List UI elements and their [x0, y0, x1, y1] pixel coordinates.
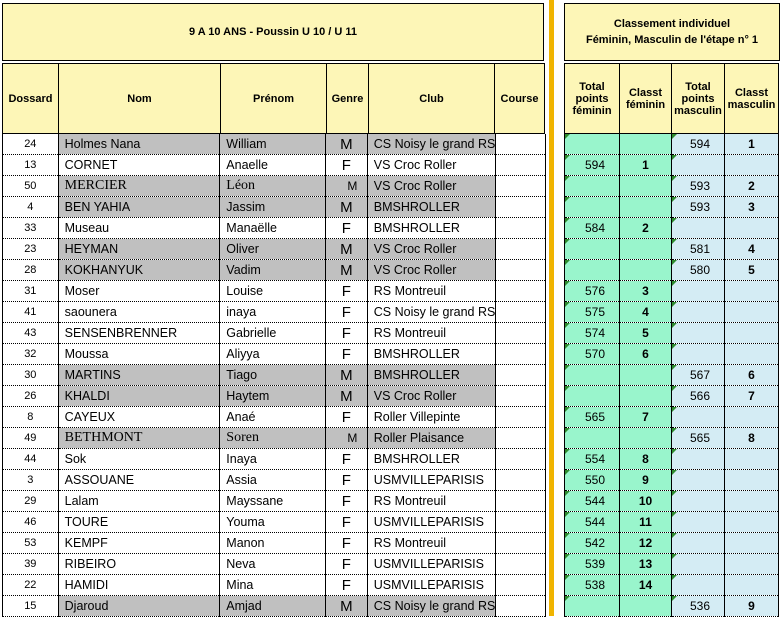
- cell-prenom[interactable]: Aliyya: [220, 344, 326, 365]
- header-total-fem[interactable]: Total points féminin: [565, 64, 620, 134]
- cell-classt-masc[interactable]: [725, 470, 779, 491]
- cell-genre[interactable]: F: [325, 491, 367, 512]
- cell-total-fem[interactable]: [565, 596, 620, 617]
- cell-club[interactable]: BMSHROLLER: [367, 449, 496, 470]
- cell-genre[interactable]: M: [325, 260, 367, 281]
- ranking-row[interactable]: [565, 470, 779, 491]
- cell-total-fem[interactable]: [565, 260, 620, 281]
- cell-total-fem[interactable]: 550: [565, 470, 620, 491]
- table-row[interactable]: [3, 386, 546, 407]
- cell-total-fem[interactable]: [565, 386, 620, 407]
- cell-classt-fem[interactable]: 7: [620, 407, 672, 428]
- cell-prenom[interactable]: William: [220, 134, 326, 155]
- cell-course[interactable]: [496, 470, 546, 491]
- header-prenom[interactable]: Prénom: [221, 64, 327, 134]
- ranking-row[interactable]: [565, 533, 779, 554]
- cell-dossard[interactable]: 24: [3, 134, 59, 155]
- cell-total-masc[interactable]: 565: [672, 428, 725, 449]
- cell-prenom[interactable]: Anaé: [220, 407, 326, 428]
- table-row[interactable]: [3, 260, 546, 281]
- cell-nom[interactable]: Moser: [58, 281, 220, 302]
- cell-total-fem[interactable]: 542: [565, 533, 620, 554]
- cell-classt-masc[interactable]: [725, 407, 779, 428]
- cell-nom[interactable]: SENSENBRENNER: [58, 323, 220, 344]
- cell-dossard[interactable]: 39: [3, 554, 59, 575]
- cell-genre[interactable]: F: [325, 407, 367, 428]
- cell-club[interactable]: Roller Villepinte: [367, 407, 496, 428]
- cell-classt-masc[interactable]: 9: [725, 596, 779, 617]
- header-classt-masc[interactable]: Classt masculin: [725, 64, 779, 134]
- cell-classt-masc[interactable]: 6: [725, 365, 779, 386]
- ranking-row[interactable]: [565, 302, 779, 323]
- cell-total-fem[interactable]: 574: [565, 323, 620, 344]
- cell-nom[interactable]: HEYMAN: [58, 239, 220, 260]
- ranking-row[interactable]: [565, 281, 779, 302]
- cell-nom[interactable]: HAMIDI: [58, 575, 220, 596]
- cell-total-masc[interactable]: 536: [672, 596, 725, 617]
- cell-total-masc[interactable]: [672, 575, 725, 596]
- cell-genre[interactable]: M: [325, 365, 367, 386]
- cell-course[interactable]: [496, 533, 546, 554]
- header-genre[interactable]: Genre: [327, 64, 369, 134]
- cell-total-fem[interactable]: [565, 197, 620, 218]
- table-row[interactable]: [3, 218, 546, 239]
- cell-classt-fem[interactable]: 4: [620, 302, 672, 323]
- cell-dossard[interactable]: 49: [3, 428, 59, 449]
- cell-genre[interactable]: F: [325, 554, 367, 575]
- cell-genre[interactable]: F: [325, 302, 367, 323]
- table-row[interactable]: [3, 407, 546, 428]
- cell-classt-masc[interactable]: [725, 281, 779, 302]
- cell-prenom[interactable]: Inaya: [220, 449, 326, 470]
- table-row[interactable]: [3, 155, 546, 176]
- cell-classt-masc[interactable]: [725, 155, 779, 176]
- table-row[interactable]: [3, 554, 546, 575]
- cell-course[interactable]: [496, 491, 546, 512]
- cell-course[interactable]: [496, 239, 546, 260]
- cell-genre[interactable]: F: [325, 512, 367, 533]
- cell-total-fem[interactable]: 539: [565, 554, 620, 575]
- cell-genre[interactable]: F: [325, 344, 367, 365]
- cell-total-masc[interactable]: [672, 344, 725, 365]
- cell-club[interactable]: VS Croc Roller: [367, 176, 496, 197]
- cell-nom[interactable]: MARTINS: [58, 365, 220, 386]
- registration-table: [2, 134, 546, 617]
- cell-dossard[interactable]: 31: [3, 281, 59, 302]
- table-row[interactable]: [3, 491, 546, 512]
- ranking-title-line2: Féminin, Masculin de l'étape n° 1: [585, 34, 759, 46]
- table-row[interactable]: [3, 281, 546, 302]
- cell-dossard[interactable]: 22: [3, 575, 59, 596]
- cell-total-masc[interactable]: [672, 281, 725, 302]
- cell-course[interactable]: [496, 218, 546, 239]
- cell-prenom[interactable]: Gabrielle: [220, 323, 326, 344]
- ranking-table: [564, 134, 779, 617]
- cell-club[interactable]: CS Noisy le grand RS: [367, 134, 496, 155]
- header-nom[interactable]: Nom: [59, 64, 221, 134]
- cell-classt-masc[interactable]: [725, 512, 779, 533]
- cell-course[interactable]: [496, 428, 546, 449]
- cell-prenom[interactable]: Oliver: [220, 239, 326, 260]
- header-dossard[interactable]: Dossard: [3, 64, 59, 134]
- cell-prenom[interactable]: Youma: [220, 512, 326, 533]
- cell-total-fem[interactable]: [565, 365, 620, 386]
- category-title: 9 A 10 ANS - Poussin U 10 / U 11: [2, 3, 544, 61]
- cell-total-masc[interactable]: 567: [672, 365, 725, 386]
- cell-nom[interactable]: Museau: [58, 218, 220, 239]
- ranking-row[interactable]: [565, 596, 779, 617]
- cell-classt-masc[interactable]: [725, 533, 779, 554]
- cell-dossard[interactable]: 8: [3, 407, 59, 428]
- header-club[interactable]: Club: [369, 64, 495, 134]
- ranking-title-line1: Classement individuel: [613, 18, 731, 30]
- cell-classt-fem[interactable]: [620, 386, 672, 407]
- cell-total-fem[interactable]: 575: [565, 302, 620, 323]
- cell-classt-fem[interactable]: 9: [620, 470, 672, 491]
- cell-total-masc[interactable]: [672, 323, 725, 344]
- cell-course[interactable]: [496, 449, 546, 470]
- cell-club[interactable]: BMSHROLLER: [367, 197, 496, 218]
- cell-classt-masc[interactable]: [725, 323, 779, 344]
- cell-club[interactable]: CS Noisy le grand RS: [367, 302, 496, 323]
- cell-club[interactable]: VS Croc Roller: [367, 386, 496, 407]
- cell-course[interactable]: [496, 197, 546, 218]
- ranking-row[interactable]: [565, 554, 779, 575]
- cell-classt-masc[interactable]: 4: [725, 239, 779, 260]
- cell-classt-fem[interactable]: 3: [620, 281, 672, 302]
- cell-classt-masc[interactable]: 3: [725, 197, 779, 218]
- cell-classt-masc[interactable]: 7: [725, 386, 779, 407]
- cell-dossard[interactable]: 46: [3, 512, 59, 533]
- cell-prenom[interactable]: Manaëlle: [220, 218, 326, 239]
- ranking-row[interactable]: [565, 323, 779, 344]
- cell-classt-fem[interactable]: [620, 596, 672, 617]
- cell-course[interactable]: [496, 365, 546, 386]
- cell-club[interactable]: RS Montreuil: [367, 533, 496, 554]
- cell-nom[interactable]: TOURE: [58, 512, 220, 533]
- cell-genre[interactable]: F: [325, 449, 367, 470]
- cell-dossard[interactable]: 30: [3, 365, 59, 386]
- ranking-row[interactable]: [565, 386, 779, 407]
- table-row[interactable]: [3, 575, 546, 596]
- cell-club[interactable]: RS Montreuil: [367, 491, 496, 512]
- cell-prenom[interactable]: Vadim: [220, 260, 326, 281]
- cell-total-fem[interactable]: [565, 134, 620, 155]
- cell-nom[interactable]: Holmes Nana: [58, 134, 220, 155]
- ranking-row[interactable]: [565, 134, 779, 155]
- cell-total-fem[interactable]: 538: [565, 575, 620, 596]
- cell-dossard[interactable]: 43: [3, 323, 59, 344]
- cell-prenom[interactable]: Jassim: [220, 197, 326, 218]
- cell-course[interactable]: [496, 260, 546, 281]
- cell-nom[interactable]: KOKHANYUK: [58, 260, 220, 281]
- table-row[interactable]: [3, 512, 546, 533]
- cell-total-masc[interactable]: 594: [672, 134, 725, 155]
- cell-nom[interactable]: Sok: [58, 449, 220, 470]
- cell-genre[interactable]: M: [325, 239, 367, 260]
- table-row[interactable]: [3, 428, 546, 449]
- table-row[interactable]: [3, 449, 546, 470]
- cell-classt-fem[interactable]: [620, 176, 672, 197]
- cell-total-fem[interactable]: 584: [565, 218, 620, 239]
- cell-total-masc[interactable]: [672, 533, 725, 554]
- ranking-row[interactable]: [565, 365, 779, 386]
- cell-club[interactable]: VS Croc Roller: [367, 239, 496, 260]
- header-total-masc[interactable]: Total points masculin: [672, 64, 725, 134]
- header-course[interactable]: Course: [495, 64, 545, 134]
- table-row[interactable]: [3, 134, 546, 155]
- cell-classt-masc[interactable]: [725, 491, 779, 512]
- cell-genre[interactable]: M: [325, 386, 367, 407]
- cell-genre[interactable]: M: [325, 134, 367, 155]
- cell-nom[interactable]: CAYEUX: [58, 407, 220, 428]
- cell-classt-fem[interactable]: 11: [620, 512, 672, 533]
- cell-dossard[interactable]: 50: [3, 176, 59, 197]
- cell-genre[interactable]: M: [325, 176, 367, 197]
- cell-genre[interactable]: F: [325, 218, 367, 239]
- cell-total-fem[interactable]: 544: [565, 491, 620, 512]
- cell-classt-masc[interactable]: 1: [725, 134, 779, 155]
- cell-classt-masc[interactable]: [725, 344, 779, 365]
- table-row[interactable]: [3, 302, 546, 323]
- cell-classt-masc[interactable]: [725, 449, 779, 470]
- cell-nom[interactable]: MERCIER: [58, 176, 220, 197]
- cell-dossard[interactable]: 44: [3, 449, 59, 470]
- cell-prenom[interactable]: Haytem: [220, 386, 326, 407]
- cell-club[interactable]: RS Montreuil: [367, 323, 496, 344]
- cell-course[interactable]: [496, 323, 546, 344]
- cell-classt-masc[interactable]: [725, 218, 779, 239]
- cell-dossard[interactable]: 26: [3, 386, 59, 407]
- cell-course[interactable]: [496, 386, 546, 407]
- cell-classt-masc[interactable]: 5: [725, 260, 779, 281]
- cell-dossard[interactable]: 53: [3, 533, 59, 554]
- cell-dossard[interactable]: 23: [3, 239, 59, 260]
- cell-genre[interactable]: F: [325, 323, 367, 344]
- cell-total-masc[interactable]: [672, 218, 725, 239]
- ranking-row[interactable]: [565, 197, 779, 218]
- cell-course[interactable]: [496, 575, 546, 596]
- ranking-row[interactable]: [565, 239, 779, 260]
- cell-classt-fem[interactable]: 6: [620, 344, 672, 365]
- cell-nom[interactable]: Moussa: [58, 344, 220, 365]
- cell-nom[interactable]: saounera: [58, 302, 220, 323]
- cell-course[interactable]: [496, 134, 546, 155]
- cell-club[interactable]: CS Noisy le grand RS: [367, 596, 496, 617]
- table-row[interactable]: [3, 533, 546, 554]
- ranking-sheet: [564, 0, 780, 616]
- cell-club[interactable]: Roller Plaisance: [367, 428, 496, 449]
- cell-dossard[interactable]: 3: [3, 470, 59, 491]
- table-row[interactable]: [3, 239, 546, 260]
- cell-classt-masc[interactable]: [725, 554, 779, 575]
- cell-prenom[interactable]: inaya: [220, 302, 326, 323]
- cell-prenom[interactable]: Neva: [220, 554, 326, 575]
- cell-club[interactable]: VS Croc Roller: [367, 155, 496, 176]
- cell-club[interactable]: USMVILLEPARISIS: [367, 512, 496, 533]
- cell-prenom[interactable]: Soren: [220, 428, 326, 449]
- table-row[interactable]: [3, 365, 546, 386]
- ranking-row[interactable]: [565, 491, 779, 512]
- cell-course[interactable]: [496, 176, 546, 197]
- cell-genre[interactable]: F: [325, 575, 367, 596]
- cell-genre[interactable]: F: [325, 470, 367, 491]
- cell-course[interactable]: [496, 554, 546, 575]
- cell-club[interactable]: BMSHROLLER: [367, 365, 496, 386]
- cell-classt-masc[interactable]: [725, 575, 779, 596]
- cell-total-masc[interactable]: [672, 449, 725, 470]
- cell-prenom[interactable]: Mayssane: [220, 491, 326, 512]
- cell-total-fem[interactable]: 594: [565, 155, 620, 176]
- cell-club[interactable]: BMSHROLLER: [367, 344, 496, 365]
- ranking-row[interactable]: [565, 407, 779, 428]
- ranking-title: [564, 3, 780, 61]
- cell-nom[interactable]: CORNET: [58, 155, 220, 176]
- registration-header-row: [2, 63, 545, 134]
- cell-classt-fem[interactable]: [620, 260, 672, 281]
- table-row[interactable]: [3, 323, 546, 344]
- cell-classt-fem[interactable]: 8: [620, 449, 672, 470]
- cell-dossard[interactable]: 4: [3, 197, 59, 218]
- cell-course[interactable]: [496, 281, 546, 302]
- cell-total-fem[interactable]: 570: [565, 344, 620, 365]
- cell-course[interactable]: [496, 512, 546, 533]
- cell-classt-fem[interactable]: [620, 197, 672, 218]
- cell-total-fem[interactable]: [565, 239, 620, 260]
- cell-prenom[interactable]: Louise: [220, 281, 326, 302]
- cell-dossard[interactable]: 13: [3, 155, 59, 176]
- cell-total-masc[interactable]: [672, 470, 725, 491]
- cell-classt-fem[interactable]: 12: [620, 533, 672, 554]
- cell-classt-fem[interactable]: 10: [620, 491, 672, 512]
- table-row[interactable]: [3, 470, 546, 491]
- cell-dossard[interactable]: 41: [3, 302, 59, 323]
- cell-prenom[interactable]: Léon: [220, 176, 326, 197]
- cell-prenom[interactable]: Assia: [220, 470, 326, 491]
- cell-classt-fem[interactable]: [620, 134, 672, 155]
- cell-classt-fem[interactable]: 14: [620, 575, 672, 596]
- cell-genre[interactable]: M: [325, 197, 367, 218]
- cell-total-fem[interactable]: 576: [565, 281, 620, 302]
- cell-nom[interactable]: Djaroud: [58, 596, 220, 617]
- cell-classt-masc[interactable]: 8: [725, 428, 779, 449]
- ranking-row[interactable]: [565, 218, 779, 239]
- cell-classt-fem[interactable]: 1: [620, 155, 672, 176]
- cell-prenom[interactable]: Amjad: [220, 596, 326, 617]
- cell-club[interactable]: USMVILLEPARISIS: [367, 554, 496, 575]
- cell-dossard[interactable]: 33: [3, 218, 59, 239]
- cell-course[interactable]: [496, 596, 546, 617]
- cell-classt-masc[interactable]: [725, 302, 779, 323]
- cell-course[interactable]: [496, 302, 546, 323]
- cell-dossard[interactable]: 32: [3, 344, 59, 365]
- cell-club[interactable]: RS Montreuil: [367, 281, 496, 302]
- cell-total-masc[interactable]: 580: [672, 260, 725, 281]
- cell-classt-fem[interactable]: [620, 239, 672, 260]
- cell-genre[interactable]: M: [325, 596, 367, 617]
- cell-total-masc[interactable]: 593: [672, 176, 725, 197]
- cell-total-masc[interactable]: 581: [672, 239, 725, 260]
- cell-genre[interactable]: F: [325, 533, 367, 554]
- cell-nom[interactable]: BETHMONT: [58, 428, 220, 449]
- ranking-header-row: [564, 63, 779, 134]
- cell-genre[interactable]: M: [325, 428, 367, 449]
- cell-course[interactable]: [496, 155, 546, 176]
- cell-total-masc[interactable]: [672, 302, 725, 323]
- cell-genre[interactable]: F: [325, 281, 367, 302]
- table-row[interactable]: [3, 596, 546, 617]
- table-row[interactable]: [3, 344, 546, 365]
- table-row[interactable]: [3, 176, 546, 197]
- cell-prenom[interactable]: Mina: [220, 575, 326, 596]
- cell-club[interactable]: USMVILLEPARISIS: [367, 470, 496, 491]
- cell-total-masc[interactable]: [672, 512, 725, 533]
- cell-nom[interactable]: KHALDI: [58, 386, 220, 407]
- cell-total-masc[interactable]: 593: [672, 197, 725, 218]
- cell-nom[interactable]: RIBEIRO: [58, 554, 220, 575]
- table-row[interactable]: [3, 197, 546, 218]
- cell-total-masc[interactable]: [672, 155, 725, 176]
- cell-total-masc[interactable]: [672, 491, 725, 512]
- ranking-row[interactable]: [565, 449, 779, 470]
- cell-total-masc[interactable]: 566: [672, 386, 725, 407]
- cell-dossard[interactable]: 28: [3, 260, 59, 281]
- cell-classt-fem[interactable]: 5: [620, 323, 672, 344]
- cell-total-fem[interactable]: 565: [565, 407, 620, 428]
- cell-prenom[interactable]: Manon: [220, 533, 326, 554]
- cell-total-fem[interactable]: 544: [565, 512, 620, 533]
- cell-total-masc[interactable]: [672, 407, 725, 428]
- cell-prenom[interactable]: Anaelle: [220, 155, 326, 176]
- ranking-row[interactable]: [565, 428, 779, 449]
- cell-course[interactable]: [496, 344, 546, 365]
- cell-classt-fem[interactable]: [620, 365, 672, 386]
- cell-total-fem[interactable]: [565, 428, 620, 449]
- cell-total-fem[interactable]: 554: [565, 449, 620, 470]
- cell-dossard[interactable]: 29: [3, 491, 59, 512]
- cell-classt-fem[interactable]: 13: [620, 554, 672, 575]
- cell-classt-masc[interactable]: 2: [725, 176, 779, 197]
- cell-genre[interactable]: F: [325, 155, 367, 176]
- cell-total-fem[interactable]: [565, 176, 620, 197]
- separator-bar: [549, 0, 554, 616]
- cell-club[interactable]: USMVILLEPARISIS: [367, 575, 496, 596]
- cell-dossard[interactable]: 15: [3, 596, 59, 617]
- cell-club[interactable]: VS Croc Roller: [367, 260, 496, 281]
- cell-nom[interactable]: ASSOUANE: [58, 470, 220, 491]
- cell-prenom[interactable]: Tiago: [220, 365, 326, 386]
- ranking-row[interactable]: [565, 155, 779, 176]
- ranking-row[interactable]: [565, 260, 779, 281]
- ranking-row[interactable]: [565, 512, 779, 533]
- ranking-row[interactable]: [565, 344, 779, 365]
- cell-total-masc[interactable]: [672, 554, 725, 575]
- cell-classt-fem[interactable]: 2: [620, 218, 672, 239]
- cell-nom[interactable]: Lalam: [58, 491, 220, 512]
- cell-classt-fem[interactable]: [620, 428, 672, 449]
- cell-course[interactable]: [496, 407, 546, 428]
- cell-club[interactable]: BMSHROLLER: [367, 218, 496, 239]
- header-classt-fem[interactable]: Classt féminin: [620, 64, 672, 134]
- cell-nom[interactable]: KEMPF: [58, 533, 220, 554]
- ranking-row[interactable]: [565, 176, 779, 197]
- cell-nom[interactable]: BEN YAHIA: [58, 197, 220, 218]
- ranking-row[interactable]: [565, 575, 779, 596]
